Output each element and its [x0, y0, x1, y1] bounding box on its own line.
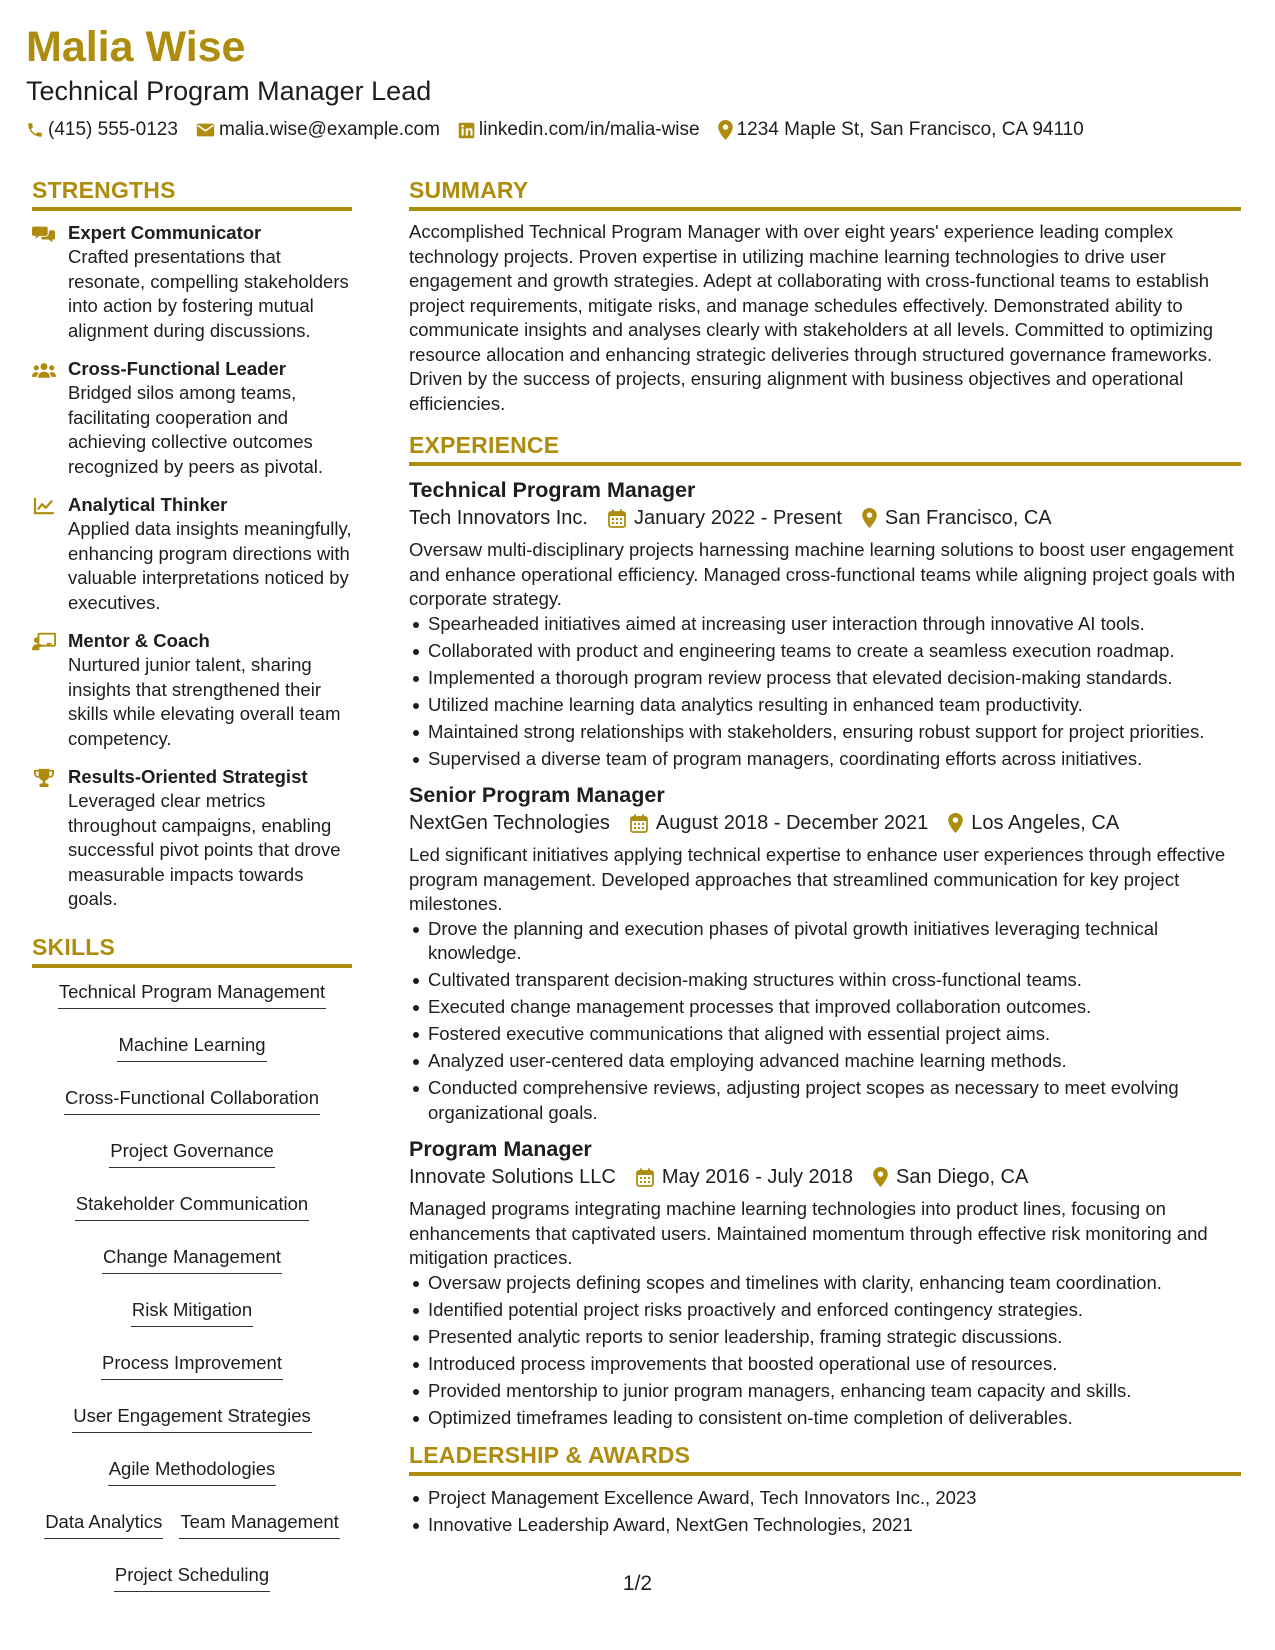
- bullet-item: Fostered executive communications that aligned with essential project aims.: [428, 1022, 1241, 1047]
- strengths-heading: STRENGTHS: [32, 175, 352, 211]
- summary-text: Accomplished Technical Program Manager with over eight years' experience leading complex technology projects. Proven expertise in utilizing machine learning technologies to drive user engagement and growth strategies. Adept at collaborating with cross-functional teams to establish project requirements, mitigate risks, and manage schedules effectively. Demonstrated ability to communicate insights and analyses clearly with stakeholders at all levels. Committed to optimizing resource allocation and enhancing strategic deliveries through structured governance frameworks. Driven by the success of projects, ensuring alignment with business objectives and operational efficiencies.: [409, 221, 1214, 414]
- email-link[interactable]: malia.wise@example.com: [218, 119, 440, 140]
- bullet-item: Collaborated with product and engineering teams to create a seamless execution roadmap.: [428, 639, 1241, 664]
- map-pin-icon: [873, 1167, 888, 1187]
- skill-tag: Agile Methodologies: [108, 1457, 277, 1486]
- job-location: San Diego, CA: [896, 1166, 1029, 1188]
- users-icon: [32, 358, 56, 382]
- calendar-icon: [608, 509, 626, 528]
- bullet-item: Oversaw projects defining scopes and timelines with clarity, enhancing team coordination.: [428, 1271, 1241, 1296]
- envelope-icon: [196, 122, 215, 138]
- job-description: Led significant initiatives applying technical expertise to enhance user experiences through effective program management. Developed approaches that streamlined communication for key project milestones.: [409, 844, 1226, 914]
- award-item: Project Management Excellence Award, Tech Innovators Inc., 2023: [428, 1486, 1241, 1511]
- bullet-item: Identified potential project risks proactively and enforced contingency strategies.: [428, 1298, 1241, 1323]
- experience-heading: EXPERIENCE: [409, 430, 1241, 466]
- skill-tag: Risk Mitigation: [131, 1298, 253, 1327]
- company-name: Innovate Solutions LLC: [409, 1166, 616, 1188]
- skill-tag: Team Management: [179, 1510, 339, 1539]
- skill-tag: Cross-Functional Collaboration: [64, 1086, 320, 1115]
- job-bullets: [409, 612, 1241, 772]
- bullet-item: Conducted comprehensive reviews, adjusting project scopes as necessary to meet evolving organizational goals.: [428, 1076, 1241, 1125]
- bullet-item: Spearheaded initiatives aimed at increasing user interaction through innovative AI tools.: [428, 612, 1241, 637]
- skills-heading: SKILLS: [32, 932, 352, 968]
- strength-desc: Bridged silos among teams, facilitating cooperation and achieving collective outcomes recognized by peers as pivotal.: [68, 382, 324, 477]
- job-description: Managed programs integrating machine learning technologies into product lines, focusing on enhancements that captivated users. Maintained momentum through effective risk monitoring and mitigation practices.: [409, 1198, 1208, 1268]
- strength-desc: Crafted presentations that resonate, compelling stakeholders into action by fostering mutual alignment during discussions.: [68, 246, 349, 341]
- skill-tag: Data Analytics: [44, 1510, 163, 1539]
- award-item: Innovative Leadership Award, NextGen Technologies, 2021: [428, 1513, 1241, 1538]
- phone-icon: [26, 121, 44, 139]
- skill-tag: Technical Program Management: [58, 980, 326, 1009]
- job-dates: January 2022 - Present: [633, 507, 842, 529]
- map-pin-icon: [862, 508, 877, 528]
- strength-desc: Leveraged clear metrics throughout campaigns, enabling successful pivot points that drove measurable impacts towards goals.: [68, 790, 341, 909]
- map-pin-icon: [718, 120, 733, 140]
- bullet-item: Provided mentorship to junior program managers, enhancing team capacity and skills.: [428, 1379, 1241, 1404]
- bullet-item: Introduced process improvements that boosted operational use of resources.: [428, 1352, 1241, 1377]
- job-entry: [409, 476, 1241, 771]
- contact-bar: [26, 118, 1246, 142]
- bullet-item: Presented analytic reports to senior leadership, framing strategic discussions.: [428, 1325, 1241, 1350]
- skill-tag: Project Scheduling: [114, 1563, 270, 1592]
- skill-tag: Change Management: [102, 1245, 282, 1274]
- awards-list: [409, 1486, 1241, 1538]
- bullet-item: Supervised a diverse team of program managers, coordinating efforts across initiatives.: [428, 747, 1241, 772]
- skill-tag: Project Governance: [109, 1139, 275, 1168]
- left-column: [32, 175, 352, 1592]
- job-bullets: [409, 917, 1241, 1126]
- chalkboard-teacher-icon: [32, 630, 56, 654]
- job-title: Technical Program Manager: [409, 478, 696, 502]
- strength-item: [32, 357, 352, 479]
- address-text: 1234 Maple St, San Francisco, CA 94110: [736, 119, 1084, 140]
- job-meta: [409, 1163, 1241, 1191]
- job-bullets: [409, 1271, 1241, 1431]
- calendar-icon: [630, 814, 648, 833]
- strength-title: Results-Oriented Strategist: [68, 766, 308, 787]
- skill-tag: Process Improvement: [101, 1351, 283, 1380]
- job-location: San Francisco, CA: [884, 507, 1052, 529]
- linkedin-link[interactable]: linkedin.com/in/malia-wise: [478, 119, 700, 140]
- contact-address: [718, 118, 1084, 142]
- candidate-title: Technical Program Manager Lead: [26, 76, 432, 106]
- comments-icon: [32, 222, 56, 246]
- resume-header: [26, 22, 1246, 142]
- calendar-icon: [636, 1168, 654, 1187]
- map-pin-icon: [948, 813, 963, 833]
- skills-list: [32, 980, 352, 1592]
- strength-item: [32, 765, 352, 912]
- company-name: Tech Innovators Inc.: [409, 507, 588, 529]
- right-column: [409, 175, 1241, 1540]
- job-title: Program Manager: [409, 1137, 592, 1161]
- page-number: 1/2: [622, 1572, 653, 1595]
- summary-heading: SUMMARY: [409, 175, 1241, 211]
- company-name: NextGen Technologies: [409, 812, 610, 834]
- strength-item: [32, 493, 352, 615]
- bullet-item: Maintained strong relationships with stakeholders, ensuring robust support for project priorities.: [428, 720, 1241, 745]
- strength-item: [32, 221, 352, 343]
- skill-tag: Machine Learning: [117, 1033, 266, 1062]
- contact-email: [196, 118, 440, 142]
- job-location: Los Angeles, CA: [971, 812, 1120, 834]
- job-dates: August 2018 - December 2021: [655, 812, 929, 834]
- bullet-item: Optimized timeframes leading to consistent on-time completion of deliverables.: [428, 1406, 1241, 1431]
- strength-title: Expert Communicator: [68, 222, 262, 243]
- strength-desc: Nurtured junior talent, sharing insights that strengthened their skills while elevating overall team competency.: [68, 654, 341, 749]
- strength-item: [32, 629, 352, 751]
- job-meta: [409, 809, 1241, 837]
- strength-desc: Applied data insights meaningfully, enhancing program directions with valuable interpretations noticed by executives.: [68, 518, 352, 613]
- contact-phone: [26, 118, 178, 142]
- strength-title: Analytical Thinker: [68, 494, 228, 515]
- job-description: Oversaw multi-disciplinary projects harnessing machine learning solutions to boost user engagement and enhance operational efficiency. Managed cross-functional teams while aligning project goals with corporate strategy.: [409, 539, 1236, 609]
- job-entry: [409, 1135, 1241, 1430]
- contact-linkedin: [458, 118, 700, 142]
- bullet-item: Utilized machine learning data analytics resulting in enhanced team productivity.: [428, 693, 1241, 718]
- bullet-item: Executed change management processes that improved collaboration outcomes.: [428, 995, 1241, 1020]
- bullet-item: Analyzed user-centered data employing advanced machine learning methods.: [428, 1049, 1241, 1074]
- bullet-item: Implemented a thorough program review process that elevated decision-making standards.: [428, 666, 1241, 691]
- chart-line-icon: [32, 494, 56, 518]
- phone-text[interactable]: (415) 555-0123: [48, 119, 178, 140]
- strength-title: Cross-Functional Leader: [68, 358, 286, 379]
- job-entry: [409, 781, 1241, 1125]
- trophy-icon: [32, 766, 56, 790]
- skill-tag: User Engagement Strategies: [72, 1404, 312, 1433]
- job-meta: [409, 504, 1241, 532]
- candidate-name: Malia Wise: [26, 23, 246, 71]
- bullet-item: Drove the planning and execution phases of pivotal growth initiatives leveraging technical knowledge.: [428, 917, 1241, 966]
- strength-title: Mentor & Coach: [68, 630, 210, 651]
- job-title: Senior Program Manager: [409, 783, 665, 807]
- job-dates: May 2016 - July 2018: [661, 1166, 854, 1188]
- leadership-heading: LEADERSHIP & AWARDS: [409, 1440, 1241, 1476]
- bullet-item: Cultivated transparent decision-making structures within cross-functional teams.: [428, 968, 1241, 993]
- linkedin-icon: [458, 122, 475, 139]
- skill-tag: Stakeholder Communication: [75, 1192, 309, 1221]
